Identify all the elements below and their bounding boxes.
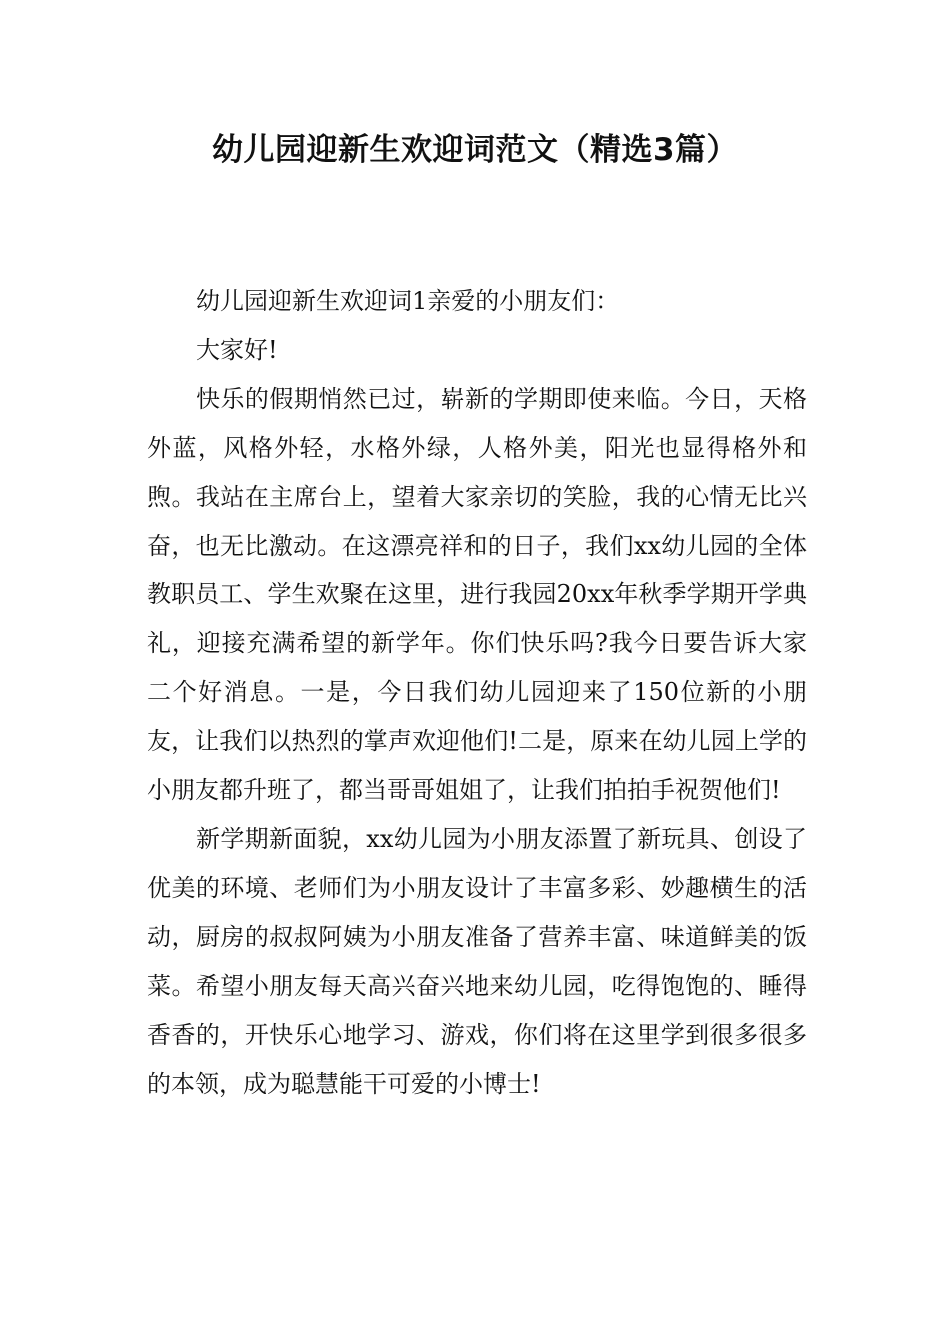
- paragraph-greeting-heading: 幼儿园迎新生欢迎词1亲爱的小朋友们：: [196, 287, 620, 315]
- document-title: 幼儿园迎新生欢迎词范文（精选3篇）: [211, 132, 739, 168]
- paragraph-greeting: 大家好!: [196, 335, 278, 364]
- paragraph-body-1: 快乐的假期悄然已过，崭新的学期即使来临。今日，天格外蓝，风格外轻，水格外绿，人格外美，阳光也显得格外和煦。我站在主席台上，望着大家亲切的笑脸，我的心情无比兴奋，也无比激动。在这漂亮祥和的日子，我们xx幼儿园的全体教职员工、学生欢聚在这里，进行我园20xx年秋季学期开学典礼，迎接充满希望的新学年。你们快乐吗?我今日要告诉大家二个好消息。一是，今日我们幼儿园迎来了150位新的小朋友，让我们以热烈的掌声欢迎他们!二是，原来在幼儿园上学的小朋友都升班了，都当哥哥姐姐了，让我们拍拍手祝贺他们!: [147, 384, 807, 805]
- paragraph-body-2: 新学期新面貌，xx幼儿园为小朋友添置了新玩具、创设了优美的环境、老师们为小朋友设计了丰富多彩、妙趣横生的活动，厨房的叔叔阿姨为小朋友准备了营养丰富、味道鲜美的饭菜。希望小朋友每天高兴奋兴地来幼儿园，吃得饱饱的、睡得香香的，开快乐心地学习、游戏，你们将在这里学到很多很多的本领，成为聪慧能干可爱的小博士!: [147, 824, 807, 1098]
- document-body: [147, 277, 807, 1108]
